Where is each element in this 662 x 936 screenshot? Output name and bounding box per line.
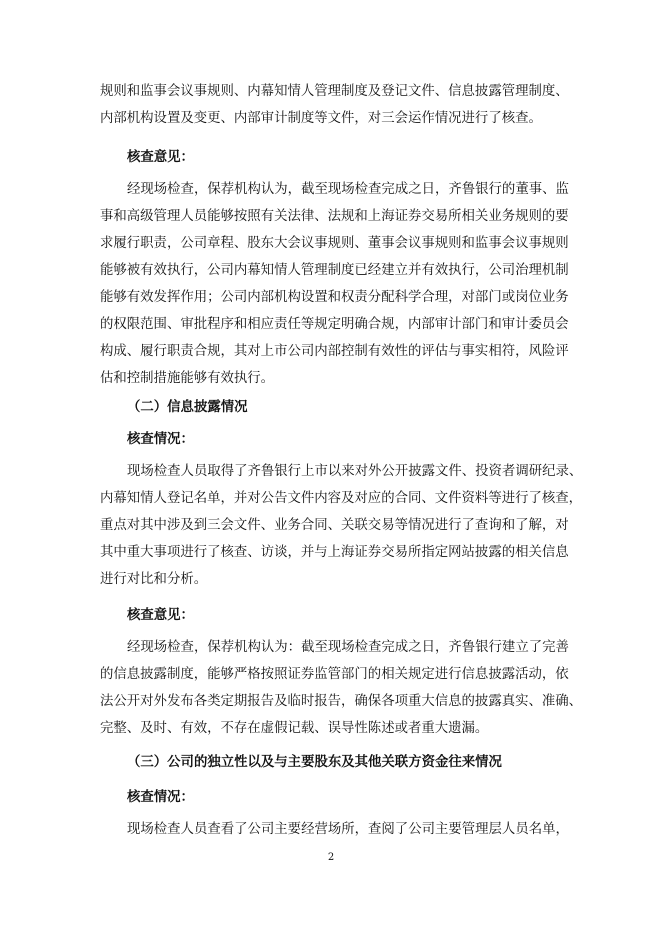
text-line: 求履行职责，公司章程、股东大会议事规则、董事会议事规则和监事会议事规则 (100, 236, 569, 251)
paragraph-governance-docs (100, 78, 569, 132)
heading-review-status-1: 核查情况： (127, 431, 194, 447)
text-line: 内部机构设置及变更、内部审计制度等文件，对三会运作情况进行了核查。 (100, 111, 542, 126)
text-line: 估和控制措施能够有效执行。 (100, 371, 275, 386)
text-line: 能够有效发挥作用；公司内部机构设置和权责分配科学合理，对部门或岗位业务 (100, 290, 569, 305)
text-line: 现场检查人员查看了公司主要经营场所，查阅了公司主要管理层人员名单， (127, 822, 569, 837)
text-line: 构成、履行职责合规，其对上市公司内部控制有效性的评估与事实相符，风险评 (100, 344, 569, 359)
text-line: 现场检查人员取得了齐鲁银行上市以来对外公开披露文件、投资者调研纪录、 (127, 464, 583, 479)
text-line: 的权限范围、审批程序和相应责任等规定明确合规，内部审计部门和审计委员会 (100, 317, 569, 332)
section-heading-info-disclosure: （二）信息披露情况 (127, 399, 248, 415)
heading-review-status-2: 核查情况： (127, 789, 194, 805)
paragraph-disclosure-review (100, 458, 583, 593)
section-heading-independence: （三）公司的独立性以及与主要股东及其他关联方资金往来情况 (127, 754, 502, 770)
text-line: 重点对其中涉及到三会文件、业务合同、关联交易等情况进行了查询和了解，对 (100, 518, 569, 533)
text-line: 进行对比和分析。 (100, 572, 208, 587)
paragraph-governance-opinion (100, 176, 569, 392)
paragraph-independence-review (100, 816, 569, 843)
text-line: 内幕知情人登记名单，并对公告文件内容及对应的合同、文件资料等进行了核查， (100, 491, 583, 506)
text-line: 的信息披露制度，能够严格按照证券监管部门的相关规定进行信息披露活动，依 (100, 667, 569, 682)
text-line: 事和高级管理人员能够按照有关法律、法规和上海证券交易所相关业务规则的要 (100, 209, 569, 224)
page-number: 2 (327, 852, 335, 863)
text-line: 经现场检查，保荐机构认为：截至现场检查完成之日，齐鲁银行建立了完善 (127, 640, 569, 655)
heading-review-opinion-2: 核查意见： (127, 607, 194, 623)
text-line: 规则和监事会议事规则、内幕知情人管理制度及登记文件、信息披露管理制度、 (100, 84, 569, 99)
text-line: 能够被有效执行，公司内幕知情人管理制度已经建立并有效执行，公司治理机制 (100, 263, 569, 278)
heading-review-opinion-1: 核查意见： (127, 149, 194, 165)
text-line: 其中重大事项进行了核查、访谈，并与上海证券交易所指定网站披露的相关信息 (100, 545, 569, 560)
text-line: 完整、及时、有效，不存在虚假记载、误导性陈述或者重大遗漏。 (100, 721, 489, 736)
text-line: 经现场检查，保荐机构认为，截至现场检查完成之日，齐鲁银行的董事、监 (127, 182, 569, 197)
text-line: 法公开对外发布各类定期报告及临时报告，确保各项重大信息的披露真实、准确、 (100, 694, 583, 709)
paragraph-disclosure-opinion (100, 634, 583, 742)
